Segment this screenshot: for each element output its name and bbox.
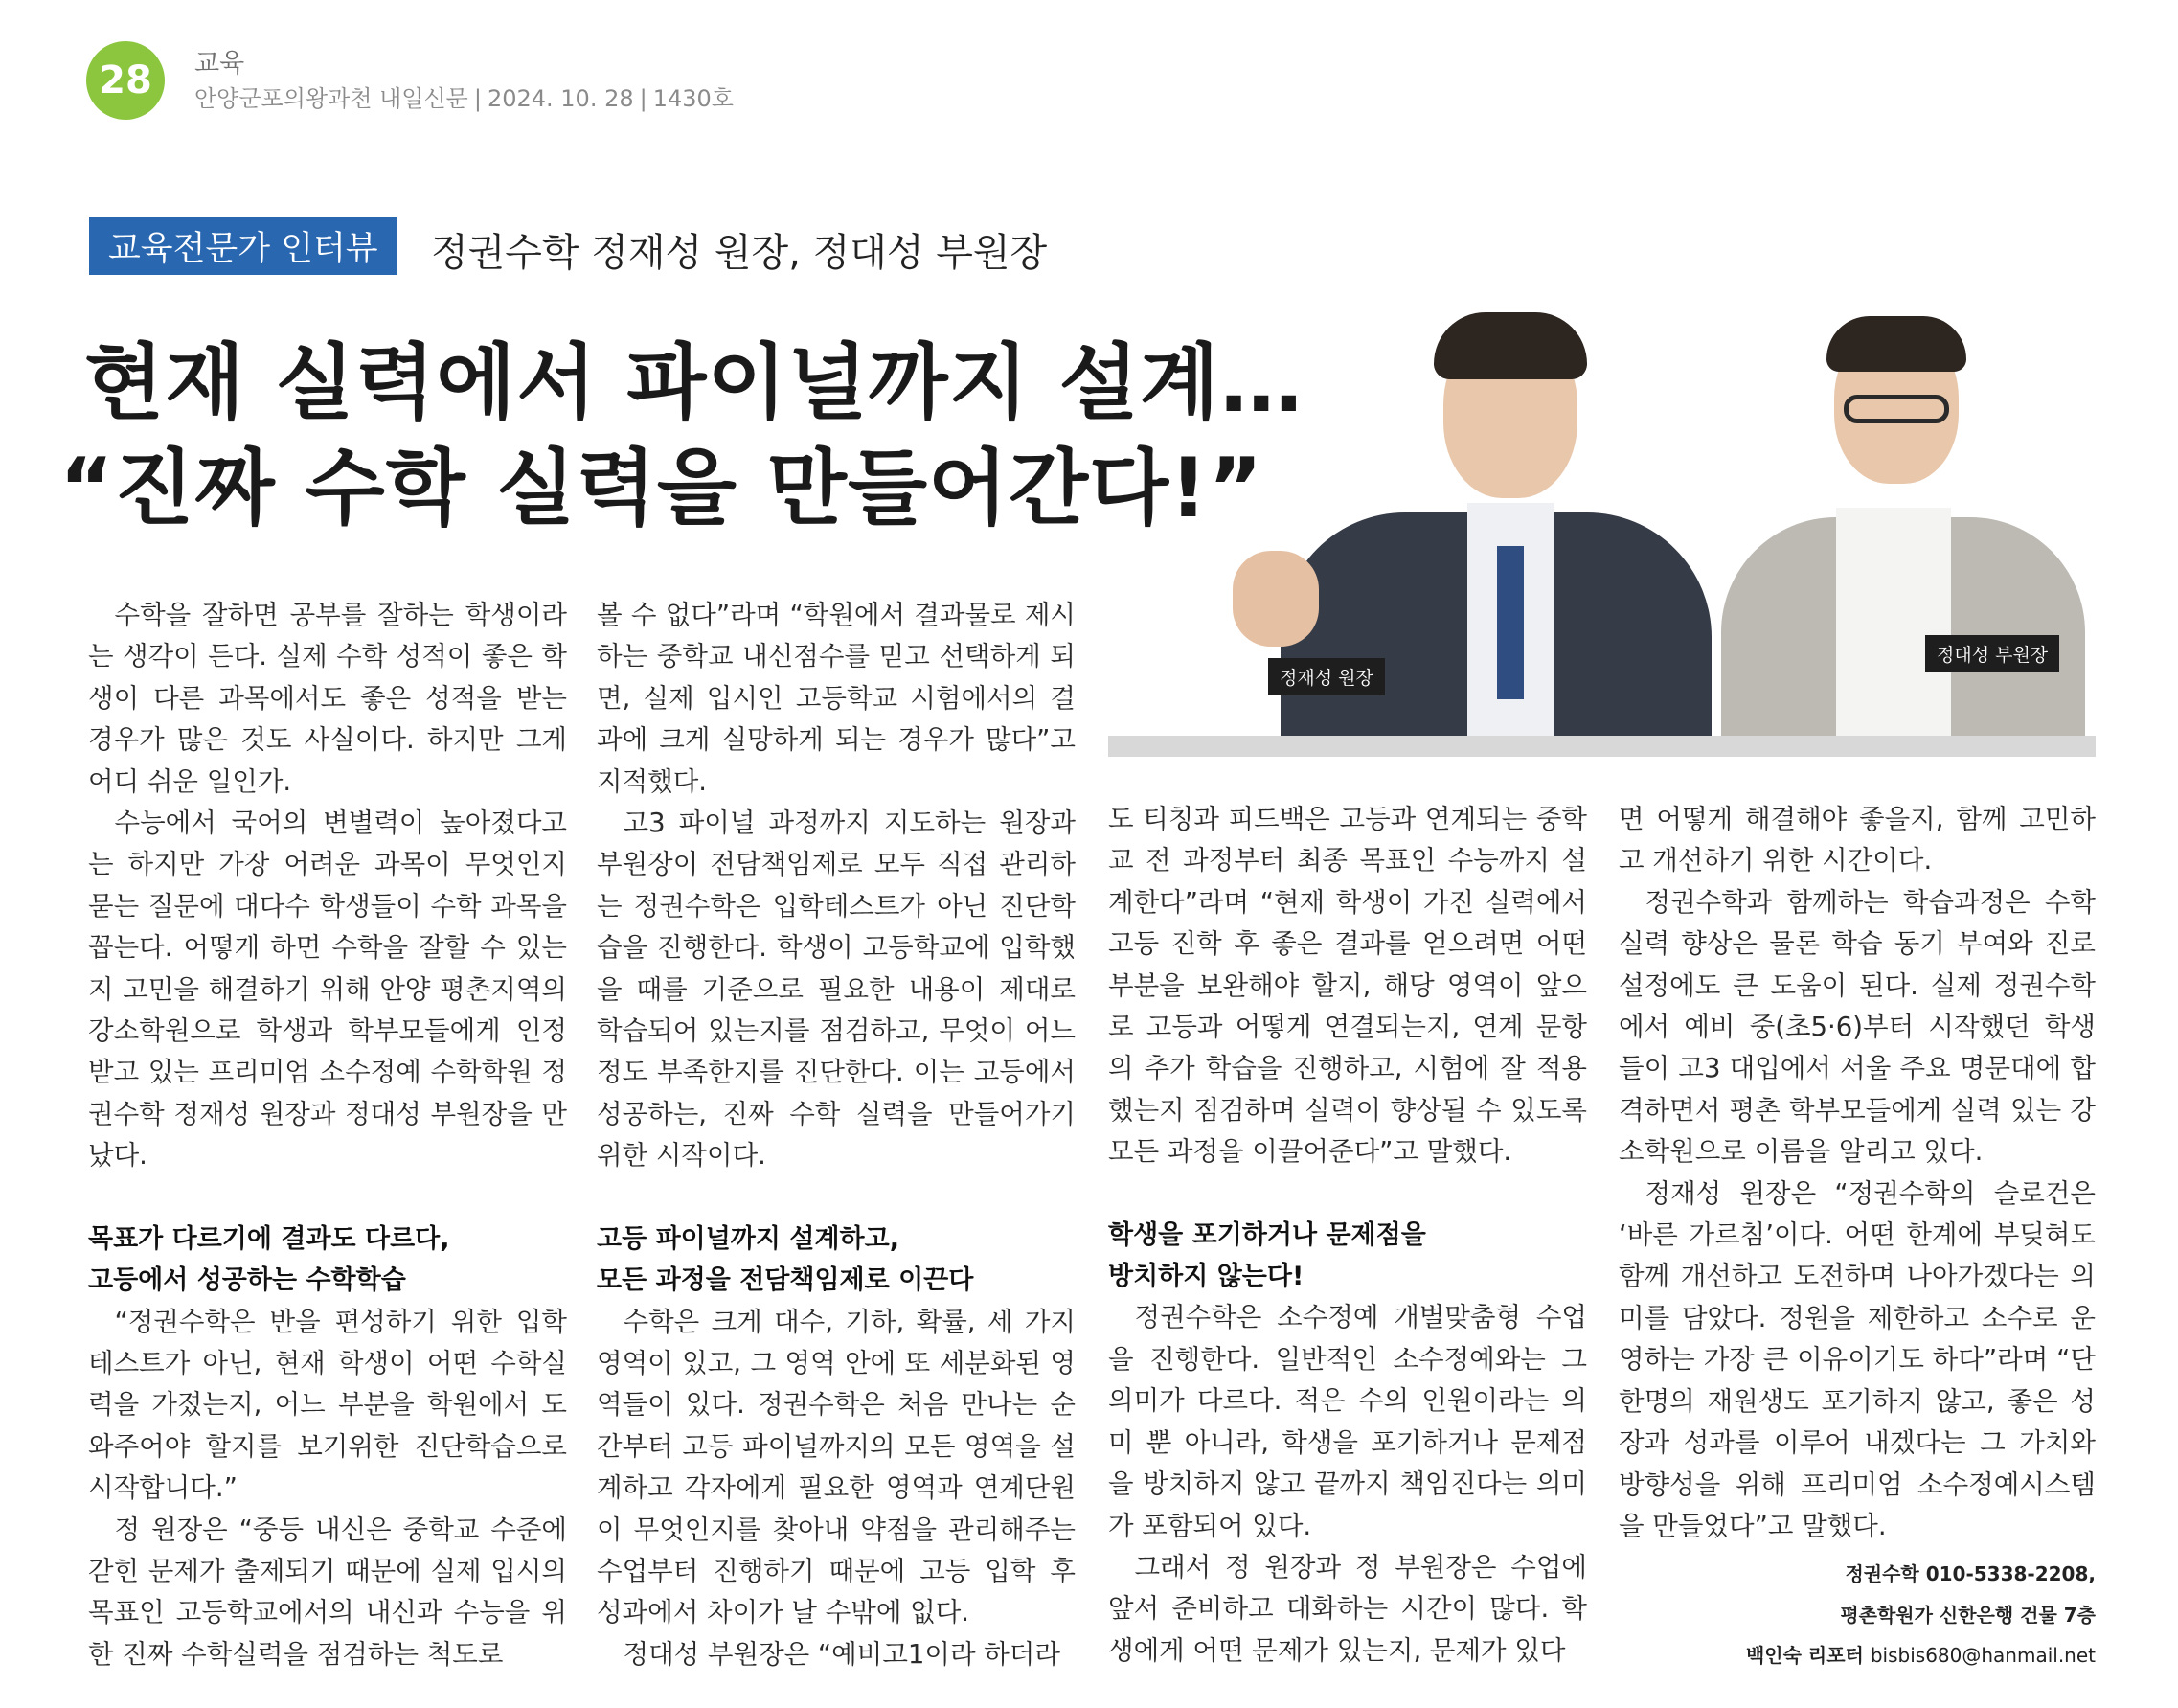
col4-paragraph-1: 면 어떻게 해결해야 좋을지, 함께 고민하고 개선하기 위한 시간이다. <box>1619 804 2096 877</box>
contact-address: 평촌학원가 신한은행 건물 7층 <box>1840 1604 2096 1627</box>
article-column-2 <box>597 595 1076 1675</box>
col1-paragraph-2: 수능에서 국어의 변별력이 높아졌다고는 하지만 가장 어려운 과목이 무엇인지 묻는 질문에 대다수 학생들이 수학 과목을 꼽는다. 어떻게 하면 수학을 잘할 수 있는지 고민을 해결하기 위해 안양 평촌지역의 강소학원으로 학생과 학부모들에게 인정받고 있는 프리미엄 소수정예 수학학원 정권수학 정재성 원장과 정대성 부원장을 만났다. <box>88 808 567 1172</box>
headline-line-2: “진짜 수학 실력을 만들어간다!” <box>59 441 1263 536</box>
masthead-line: 안양군포의왕과천 내일신문 | 2024. 10. 28 | 1430호 <box>194 85 734 112</box>
page-number-badge: 28 <box>86 41 165 120</box>
article-column-1 <box>88 595 567 1675</box>
col2-paragraph-2: 고3 파이널 과정까지 지도하는 원장과 부원장이 전담책임제로 모두 직접 관리하는 정권수학은 입학테스트가 아닌 진단학습을 진행한다. 학생이 고등학교에 입학했을 때를 기준으로 필요한 내용이 제대로 학습되어 있는지를 점검하고, 무엇이 어느 정도 부족한지를 진단한다. 이는 고등에서 성공하는, 진짜 수학 실력을 만들어가기 위한 시작이다. <box>597 808 1076 1172</box>
photo-caption-right: 정대성 부원장 <box>1925 635 2059 672</box>
col3-paragraph-3: 그래서 정 원장과 정 부원장은 수업에 앞서 준비하고 대화하는 시간이 많다. 학생에게 어떤 문제가 있는지, 문제가 있다 <box>1108 1551 1587 1666</box>
col3-paragraph-2: 정권수학은 소수정예 개별맞춤형 수업을 진행한다. 일반적인 소수정예와는 그 의미가 다르다. 적은 수의 인원이라는 의미 뿐 아니라, 학생을 포기하거나 문제점을 방치하지 않고 끝까지 책임진다는 의미가 포함되어 있다. <box>1108 1302 1587 1541</box>
col3-subhead-line-1: 학생을 포기하거나 문제점을 <box>1108 1219 1426 1250</box>
col1-subhead-line-2: 고등에서 성공하는 수학학습 <box>88 1265 406 1296</box>
issue-date: 2024. 10. 28 <box>487 85 634 112</box>
section-name: 교육 <box>194 49 245 79</box>
contact-phone: 정권수학 010-5338-2208, <box>1845 1562 2096 1585</box>
interview-photo <box>1108 307 2096 736</box>
col4-paragraph-3: 정재성 원장은 “정권수학의 슬로건은 ‘바른 가르침’이다. 어떤 한계에 부딪혀도 함께 개선하고 도전하며 나아가겠다는 의미를 담았다. 정원을 제한하고 소수로 운영하는 가장 큰 이유이기도 하다”라며 “단 한명의 재원생도 포기하지 않고, 좋은 성장과 성과를 이루어 내겠다는 그 가치와 방향성을 위해 프리미엄 소수정예시스템을 만들었다”고 말했다. <box>1619 1177 2096 1541</box>
col4-paragraph-2: 정권수학과 함께하는 학습과정은 수학실력 향상은 물론 학습 동기 부여와 진로설정에도 큰 도움이 된다. 실제 정권수학에서 예비 중(초5·6)부터 시작했던 학생들이 고3 대입에서 서울 주요 명문대에 합격하면서 평촌 학부모들에게 실력 있는 강소학원으로 이름을 알리고 있다. <box>1619 886 2096 1168</box>
issue-number: 1430호 <box>652 85 734 112</box>
photo-person-left <box>1252 307 1731 736</box>
photo-person-right <box>1683 307 2096 736</box>
col1-subhead-line-1: 목표가 다르기에 결과도 다르다, <box>88 1223 450 1254</box>
reporter-byline <box>1746 1640 2096 1668</box>
col2-paragraph-3: 수학은 크게 대수, 기하, 확률, 세 가지 영역이 있고, 그 영역 안에 또 세분화된 영역들이 있다. 정권수학은 처음 만나는 순간부터 고등 파이널까지의 모든 영역을 설계하고 각자에게 필요한 영역과 연계단원이 무엇인지를 찾아내 약점을 관리해주는 수업부터 진행하기 때문에 고등 입학 후 성과에서 차이가 날 수밖에 없다. <box>597 1306 1076 1628</box>
article-column-3 <box>1108 799 1587 1672</box>
col2-subhead-line-1: 고등 파이널까지 설계하고, <box>597 1223 899 1254</box>
photo-caption-left: 정재성 원장 <box>1268 658 1385 695</box>
col2-paragraph-1: 볼 수 없다”라며 “학원에서 결과물로 제시하는 중학교 내신점수를 믿고 선택하게 되면, 실제 입시인 고등학교 시험에서의 결과에 크게 실망하게 되는 경우가 많다”고 지적했다. <box>597 600 1076 797</box>
photo-base-strip <box>1108 736 2096 757</box>
col3-subhead-line-2: 방치하지 않는다! <box>1108 1262 1305 1292</box>
col1-paragraph-4: 정 원장은 “중등 내신은 중학교 수준에 갇힌 문제가 출제되기 때문에 실제 입시의 목표인 고등학교에서의 내신과 수능을 위한 진짜 수학실력을 점검하는 척도로 <box>88 1514 567 1670</box>
col1-paragraph-1: 수학을 잘하면 공부를 잘하는 학생이라는 생각이 든다. 실제 수학 성적이 좋은 학생이 다른 과목에서도 좋은 성적을 받는 경우가 많은 것도 사실이다. 하지만 그게 어디 쉬운 일인가. <box>88 600 567 797</box>
publication-name: 안양군포의왕과천 내일신문 <box>194 85 468 112</box>
col3-paragraph-1: 도 티칭과 피드백은 고등과 연계되는 중학교 전 과정부터 최종 목표인 수능까지 설계한다”라며 “현재 학생이 가진 실력에서 고등 진학 후 좋은 결과를 얻으려면 어떤 부분을 보완해야 할지, 해당 영역이 앞으로 고등과 어떻게 연결되는지, 연계 문항의 추가 학습을 진행하고, 시험에 잘 적용했는지 점검하며 실력이 향상될 수 있도록 모든 과정을 이끌어준다”고 말했다. <box>1108 804 1587 1168</box>
col2-paragraph-4: 정대성 부원장은 “예비고1이라 하더라 <box>623 1638 1060 1670</box>
col1-paragraph-3: “정권수학은 반을 편성하기 위한 입학테스트가 아닌, 현재 학생이 어떤 수학실력을 가졌는지, 어느 부분을 학원에서 도와주어야 할지를 보기위한 진단학습으로 시작합니다.” <box>88 1306 567 1504</box>
headline-line-1: 현재 실력에서 파이널까지 설계… <box>84 335 1304 431</box>
article-column-4 <box>1619 799 2096 1547</box>
reporter-name: 백인숙 리포터 <box>1745 1644 1864 1667</box>
col2-subhead-line-2: 모든 과정을 전담책임제로 이끈다 <box>597 1265 974 1296</box>
reporter-email: bisbis680@hanmail.net <box>1870 1644 2096 1667</box>
kicker-subtitle: 정권수학 정재성 원장, 정대성 부원장 <box>431 231 1048 275</box>
kicker-tag: 교육전문가 인터뷰 <box>89 217 397 275</box>
